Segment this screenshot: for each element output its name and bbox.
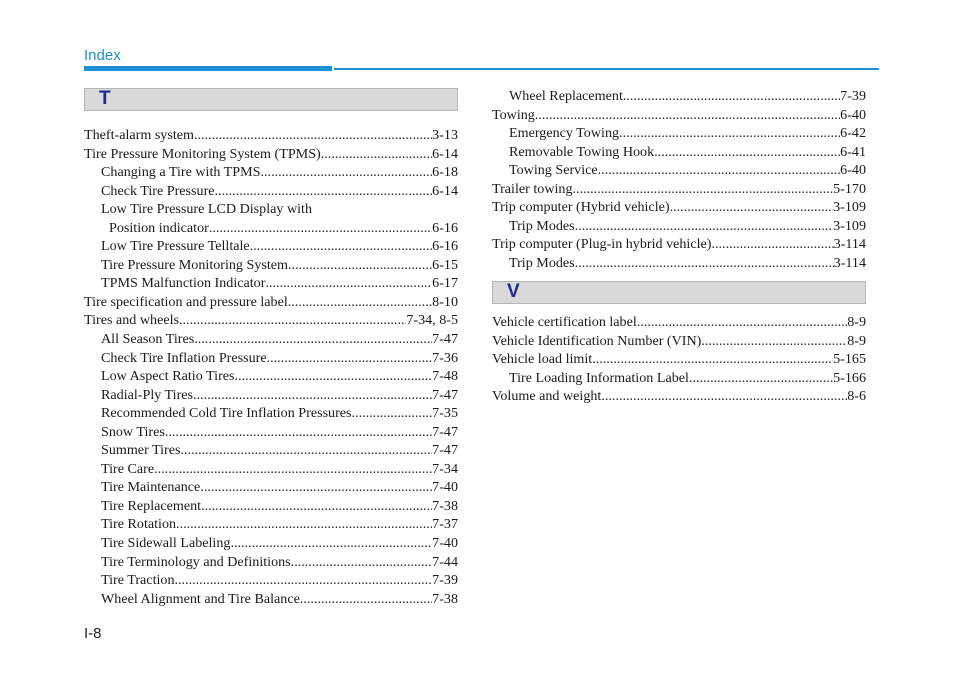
header-rule [334,68,879,70]
letter-heading-v [492,281,866,304]
index-subentry[interactable]: All Season Tires ..... 7-47 [84,330,458,349]
index-entry[interactable]: Tire Pressure Monitoring System (TPMS) ..... 6-14 [84,145,458,164]
index-subentry[interactable]: Position indicator ..... 6-16 [84,219,458,238]
index-entry[interactable]: Trailer towing ..... 5-170 [492,180,866,199]
index-subentry-line1: Low Tire Pressure LCD Display with [101,201,313,218]
index-entry[interactable]: Theft-alarm system ..... 3-13 [84,126,458,145]
index-entry[interactable]: Towing ..... 6-40 [492,106,866,125]
index-subentry[interactable]: Low Aspect Ratio Tires ..... 7-48 [84,367,458,386]
index-column-left [84,126,458,608]
index-subentry[interactable]: Wheel Alignment and Tire Balance ..... 7-38 [84,590,458,609]
index-subentry[interactable]: Tire Replacement ..... 7-38 [84,497,458,516]
letter-heading-label: T [99,88,111,109]
index-subentry[interactable]: Tire Maintenance ..... 7-40 [84,478,458,497]
page-number: I-8 [84,625,102,642]
index-entry[interactable]: Trip computer (Plug-in hybrid vehicle) ..... 3-114 [492,235,866,254]
index-subentry[interactable]: Tire Traction ..... 7-39 [84,571,458,590]
section-title: Index [84,47,121,64]
index-subentry[interactable]: Tire Terminology and Definitions ..... 7-44 [84,553,458,572]
index-subentry[interactable]: Tire Sidewall Labeling ..... 7-40 [84,534,458,553]
index-subentry[interactable]: Tire Pressure Monitoring System ..... 6-15 [84,256,458,275]
index-subentry[interactable]: Tire Loading Information Label ..... 5-166 [492,369,866,388]
index-entry[interactable]: Vehicle certification label ..... 8-9 [492,313,866,332]
index-entry[interactable]: Volume and weight ..... 8-6 [492,387,866,406]
index-entry[interactable]: Tire specification and pressure label ..... 8-10 [84,293,458,312]
index-subentry[interactable]: Tire Care ..... 7-34 [84,460,458,479]
header-accent-bar [84,66,332,71]
index-subentry[interactable]: Emergency Towing ..... 6-42 [492,124,866,143]
index-subentry[interactable]: Low Tire Pressure Telltale ..... 6-16 [84,237,458,256]
index-subentry[interactable]: Towing Service ..... 6-40 [492,161,866,180]
index-subentry[interactable]: Check Tire Pressure ..... 6-14 [84,182,458,201]
letter-heading-t [84,88,458,111]
index-subentry[interactable]: Changing a Tire with TPMS ..... 6-18 [84,163,458,182]
index-subentry[interactable]: Check Tire Inflation Pressure ..... 7-36 [84,349,458,368]
index-column-right [492,87,866,272]
index-column-right-v [492,313,866,406]
index-subentry[interactable]: Tire Rotation ..... 7-37 [84,515,458,534]
index-entry[interactable]: Vehicle Identification Number (VIN) ..... 8-9 [492,332,866,351]
index-subentry[interactable]: Recommended Cold Tire Inflation Pressures ..... 7-35 [84,404,458,423]
index-subentry[interactable]: Wheel Replacement ..... 7-39 [492,87,866,106]
index-entry[interactable]: Tires and wheels ..... 7-34, 8-5 [84,311,458,330]
index-subentry[interactable]: Trip Modes ..... 3-114 [492,254,866,273]
index-entry[interactable]: Trip computer (Hybrid vehicle) ..... 3-109 [492,198,866,217]
letter-heading-label: V [507,281,520,302]
index-subentry[interactable]: Trip Modes ..... 3-109 [492,217,866,236]
index-subentry[interactable]: Radial-Ply Tires ..... 7-47 [84,386,458,405]
index-subentry[interactable]: Summer Tires ..... 7-47 [84,441,458,460]
index-subentry[interactable]: TPMS Malfunction Indicator ..... 6-17 [84,274,458,293]
index-subentry[interactable]: Removable Towing Hook ..... 6-41 [492,143,866,162]
index-entry[interactable]: Vehicle load limit ..... 5-165 [492,350,866,369]
index-subentry[interactable]: Snow Tires ..... 7-47 [84,423,458,442]
